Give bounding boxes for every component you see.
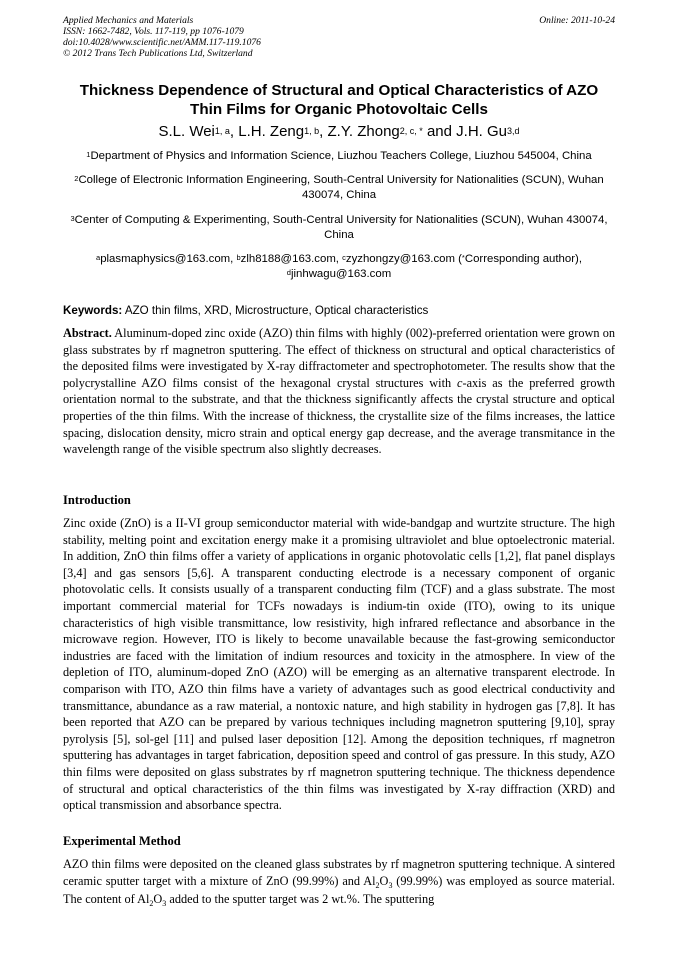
email-marker: c [342, 253, 346, 263]
email-marker: d [286, 268, 291, 278]
author-affil-marker: 1, b [304, 126, 320, 136]
experimental-text: AZO thin films were deposited on the cleaned glass substrates by rf magnetron sputtering technique. A sintered ceramic sputter target with a mixture of ZnO (99.99%) and Al [63, 857, 615, 888]
introduction-section [63, 492, 615, 814]
email-marker: a [96, 253, 101, 263]
affiliation-text: College of Electronic Information Engineering, South-Central University for Nationalities (SCUN), Wuhan 430074, China [78, 174, 604, 202]
experimental-text: added to the sputter target was 2 wt.%. The sputtering [166, 892, 435, 907]
email-address: zyzhongzy@163.com ( [345, 253, 462, 266]
introduction-paragraph: Zinc oxide (ZnO) is a II-VI group semiconductor material with wide-bandgap and wurtzite structure. The high stability, melting point and excitation energy make it a promising ultraviolet and blue optoelectronic material. In addition, ZnO thin films offer a variety of applications in organic photovolatic cells [1,2], flat panel displays [3,4] and gas sensors [5,6]. A transparent conducting electrode is a necessary component of organic photovolatic cells. It consists usually of a transparent conducting film (TCF) and a glass substrate. The most important commercial material for TCFs nowadays is indium-tin oxide (ITO), owing to its unique characteristics of high visible transmittance, low resistivity, high infrared reflectance and absorbance in the microwave region. However, ITO is likely to become unavailable because the fast-growing semiconductor industries are faced with the limitation of indium resources and toxicity in the atmosphere. In view of the depletion of ITO, aluminum-doped ZnO (AZO) will be emerging as an alternative transparent electrode. In comparison with ITO, AZO thin films have a variety of advantages such as good electrical conductivity and transmittance, abundance as a raw material, a nontoxic nature, and high stability in hydrogen gas [7,8]. It has been reported that AZO can be prepared by various techniques including magnetron sputtering [9,10], spray pyrolysis [5], sol-gel [11] and pulsed laser deposition [12]. Among the deposition techniques, rf magnetron sputtering has advantages in target fabrication, deposition speed and control of gas pressure. In this study, AZO thin films were deposited on glass substrates by rf magnetron sputtering technique. The thickness dependence of structural and optical characteristics of the thin films was investigated by X-ray diffraction (XRD) and optical transmission and absorbance spectra. [63, 516, 615, 813]
email-address: jinhwagu@163.com [290, 268, 392, 281]
author-name: L.H. Zeng [238, 123, 305, 140]
subscript: 3 [162, 899, 167, 909]
copyright-line: © 2012 Trans Tech Publications Ltd, Switzerland [63, 48, 253, 59]
abstract-label: Abstract. [63, 326, 112, 340]
email-marker: b [236, 253, 241, 263]
affiliation-number: 2 [74, 174, 79, 184]
section-heading: Experimental Method [63, 834, 181, 848]
corresponding-marker: * [461, 253, 465, 263]
section-heading: Introduction [63, 493, 131, 507]
subscript: 3 [388, 880, 393, 890]
keywords-text: AZO thin films, XRD, Microstructure, Optical characteristics [122, 304, 429, 317]
affiliation [60, 149, 618, 164]
abstract-paragraph [63, 325, 615, 458]
author-separator: and [422, 123, 457, 140]
affiliation-number: 3 [70, 213, 75, 223]
author-separator: , [229, 123, 239, 140]
subscript: 2 [149, 899, 154, 909]
keywords [63, 303, 615, 318]
experimental-text: O [379, 873, 389, 888]
email-address: zlh8188@163.com, [240, 253, 343, 266]
title-line-2: Thin Films for Organic Photovoltaic Cells [190, 101, 488, 118]
title-line-1: Thickness Dependence of Structural and Optical Characteristics of AZO [79, 82, 599, 99]
author-name: S.L. Wei [158, 123, 215, 140]
journal-name: Applied Mechanics and Materials [63, 15, 194, 26]
author-affil-marker: 2, c, * [399, 126, 423, 136]
affiliation [60, 213, 618, 243]
author-name: J.H. Gu [456, 123, 508, 140]
affiliation-text: Center of Computing & Experimenting, South-Central University for Nationalities (SCUN), Wuhan 430074, China [74, 213, 608, 241]
journal-header [63, 15, 615, 59]
doi-line: doi:10.4028/www.scientific.net/AMM.117-119.1076 [63, 37, 261, 48]
author-affil-marker: 1, a [214, 126, 230, 136]
issn-line: ISSN: 1662-7482, Vols. 117-119, pp 1076-1079 [63, 26, 244, 37]
email-list [60, 252, 618, 282]
experimental-paragraph [63, 856, 615, 910]
email-address: plasmaphysics@163.com, [100, 253, 237, 266]
affiliation-number: 1 [86, 150, 91, 159]
author-list [40, 122, 638, 142]
online-date: Online: 2011-10-24 [539, 15, 615, 26]
author-name: Z.Y. Zhong [327, 123, 400, 140]
experimental-text: (99.99%) was employed as source material. The content of Al [63, 873, 615, 907]
corresponding-note: Corresponding author), [464, 253, 582, 266]
affiliation [60, 173, 618, 203]
abstract-text: -axis as the preferred growth orientation normal to the substrate, and that the thickness significantly affects the crystal structure and optical properties of the thin films. With the increase of thickness, the crystallite size of the films increases, the lattice spacing, dislocation density, micro strain and optical energy gap decrease, and the average transmitance in the wavelength range of the visible spectrum also slightly decreases. [63, 375, 615, 457]
paper-title [40, 81, 638, 119]
experimental-text: O [153, 892, 163, 907]
c-axis-symbol: c [457, 375, 463, 390]
affiliation-text: Department of Physics and Information Science, Liuzhou Teachers College, Liuzhou 545004, China [90, 150, 592, 162]
subscript: 2 [375, 880, 380, 890]
experimental-section [63, 833, 615, 910]
author-separator: , [319, 123, 328, 140]
affiliation-block [60, 149, 618, 291]
keywords-label: Keywords: [63, 304, 123, 317]
abstract-text: Aluminum-doped zinc oxide (AZO) thin films with highly (002)-preferred orientation were grown on glass substrates by rf magnetron sputtering. The effect of thickness on structural and optical characteristics of the deposited films were investigated by X-ray diffractometer and spectrophotometer. The results show that the polycrystalline AZO films consist of the hexagonal crystal structures with [63, 326, 615, 390]
abstract [63, 325, 615, 458]
author-affil-marker: 3,d [507, 126, 520, 136]
